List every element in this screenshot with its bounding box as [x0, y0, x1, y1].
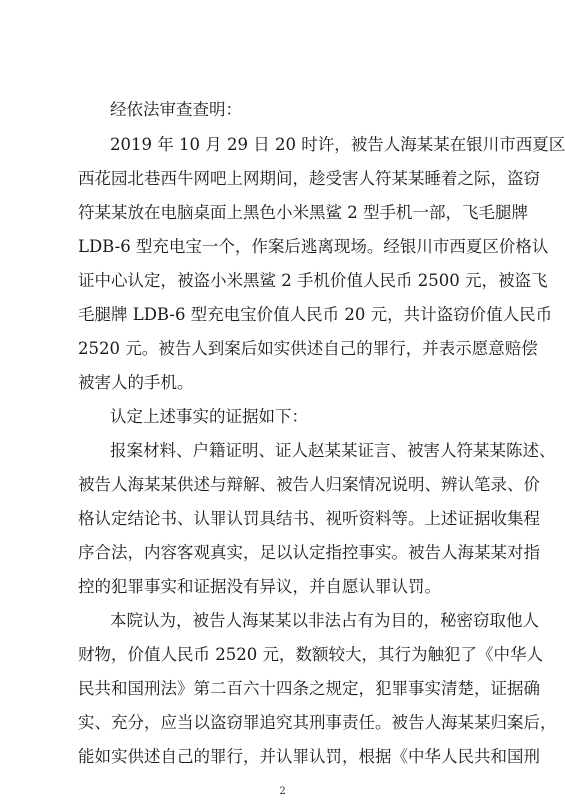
paragraph-evidence-line-5: 控的犯罪事实和证据没有异议，并自愿认罪认罚。 [78, 577, 441, 596]
paragraph-facts-line-7: 2520 元。被告人到案后如实供述自己的罪行，并表示愿意赔偿 [78, 339, 538, 358]
paragraph-evidence-intro-line-1: 认定上述事实的证据如下： [110, 407, 308, 426]
paragraph-facts-line-6: 毛腿牌 LDB-6 型充电宝价值人民币 20 元，共计盗窃价值人民币 [78, 305, 553, 324]
paragraph-facts-line-3: 符某某放在电脑桌面上黑色小米黑鲨 2 型手机一部，飞毛腿牌 [78, 203, 528, 222]
paragraph-court-opinion-line-5: 能如实供述自己的罪行，并认罪认罚，根据《中华人民共和国刑 [78, 747, 540, 766]
paragraph-evidence-line-3: 格认定结论书、认罪认罚具结书、视听资料等。上述证据收集程 [78, 509, 540, 528]
paragraph-facts-line-5: 证中心认定，被盗小米黑鲨 2 手机价值人民币 2500 元，被盗飞 [78, 271, 548, 290]
paragraph-facts-line-1: 2019 年 10 月 29 日 20 时许，被告人海某某在银川市西夏区 [110, 135, 565, 154]
paragraph-evidence-line-1: 报案材料、户籍证明、证人赵某某证言、被害人符某某陈述、 [110, 441, 556, 460]
paragraph-evidence-line-4: 序合法，内容客观真实，足以认定指控事实。被告人海某某对指 [78, 543, 540, 562]
paragraph-facts-line-2: 西花园北巷西牛网吧上网期间，趁受害人符某某睡着之际，盗窃 [78, 169, 540, 188]
paragraph-facts-line-8: 被害人的手机。 [78, 373, 194, 392]
paragraph-evidence-line-2: 被告人海某某供述与辩解、被告人归案情况说明、辨认笔录、价 [78, 475, 540, 494]
paragraph-court-opinion-line-2: 财物，价值人民币 2520 元，数额较大，其行为触犯了《中华人 [78, 645, 543, 664]
paragraph-heading-line-1: 经依法审查查明： [110, 100, 242, 119]
paragraph-court-opinion-line-1: 本院认为，被告人海某某以非法占有为目的，秘密窃取他人 [110, 611, 539, 630]
paragraph-court-opinion-line-3: 民共和国刑法》第二百六十四条之规定，犯罪事实清楚，证据确 [78, 679, 540, 698]
paragraph-court-opinion-line-4: 实、充分，应当以盗窃罪追究其刑事责任。被告人海某某归案后， [78, 713, 557, 732]
page-number: 2 [279, 786, 286, 797]
paragraph-facts-line-4: LDB-6 型充电宝一个，作案后逃离现场。经银川市西夏区价格认 [78, 237, 549, 256]
